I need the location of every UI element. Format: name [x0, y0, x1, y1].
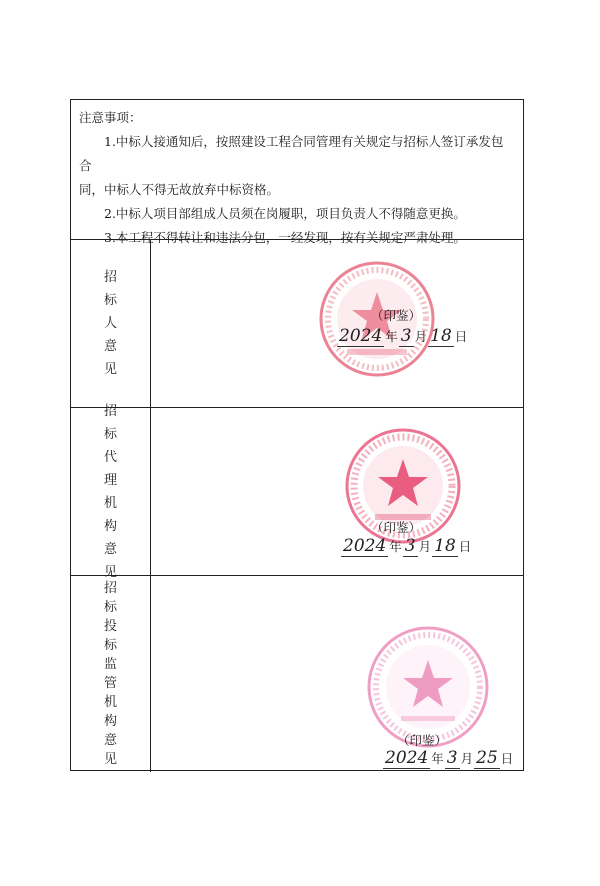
label-char: 见 [103, 362, 117, 377]
label-char: 理 [103, 472, 117, 488]
month-char: 月 [460, 751, 474, 766]
label-char: 招 [103, 581, 117, 596]
handwritten-year: 2024 [339, 326, 383, 346]
label-char: 代 [103, 449, 117, 465]
handwritten-year: 2024 [385, 748, 429, 768]
handwritten-year: 2024 [343, 536, 387, 556]
form-frame [70, 99, 524, 771]
tenderer-signature-area [151, 240, 523, 407]
label-char: 标 [103, 600, 117, 615]
label-char: 标 [103, 293, 117, 308]
label-char: 人 [103, 316, 117, 331]
supervisor-opinion-row [71, 576, 523, 772]
label-char: 管 [103, 676, 117, 691]
day-char: 日 [454, 329, 468, 344]
label-char: 见 [103, 752, 117, 767]
agency-date [341, 536, 472, 556]
handwritten-day: 25 [476, 748, 498, 768]
agency-opinion-row [71, 403, 523, 580]
handwritten-month: 3 [400, 326, 412, 346]
year-char: 年 [389, 539, 402, 554]
notes-section [71, 100, 523, 245]
label-char: 投 [103, 619, 117, 634]
label-char: 招 [103, 270, 117, 285]
handwritten-day: 18 [430, 326, 452, 346]
notes-line-1: 1.中标人接通知后，按照建设工程合同管理有关规定与招标人签订承发包合 [79, 134, 504, 173]
supervisor-date [383, 748, 514, 768]
handwritten-day: 18 [434, 536, 456, 556]
label-char: 构 [103, 518, 117, 534]
agency-opinion-label [71, 403, 151, 580]
handwritten-month: 3 [446, 748, 458, 768]
day-char: 日 [500, 751, 514, 766]
label-char: 见 [103, 564, 117, 580]
label-char: 标 [103, 426, 117, 442]
label-char: 意 [103, 541, 117, 557]
tenderer-date [337, 326, 468, 346]
agency-signature-area [151, 408, 523, 575]
year-char: 年 [431, 751, 444, 766]
seal-label: （印鉴） [397, 733, 448, 748]
notes-line-3: 2.中标人项目部组成人员须在岗履职，项目负责人不得随意更换。 [104, 206, 466, 221]
supervisor-signature-area [151, 576, 523, 772]
label-char: 意 [103, 733, 117, 748]
tenderer-opinion-label [71, 240, 151, 407]
label-char: 监 [103, 657, 117, 672]
notes-line-2: 同，中标人不得无故放弃中标资格。 [79, 182, 280, 197]
label-char: 招 [103, 403, 117, 419]
month-char: 月 [418, 539, 432, 554]
tenderer-opinion-row [71, 240, 523, 408]
handwritten-month: 3 [404, 536, 416, 556]
label-char: 机 [103, 495, 117, 511]
label-char: 标 [103, 638, 117, 653]
year-char: 年 [385, 329, 398, 344]
label-char: 构 [103, 714, 117, 729]
seal-label: （印鉴） [371, 308, 422, 323]
supervisor-opinion-label [71, 576, 151, 772]
label-char: 意 [103, 339, 117, 354]
label-char: 机 [103, 695, 117, 710]
month-char: 月 [414, 329, 428, 344]
notes-line-4: 3.本工程不得转让和违法分包，一经发现，按有关规定严肃处理。 [104, 230, 466, 245]
seal-label: （印鉴） [371, 520, 422, 535]
notes-heading: 注意事项： [79, 110, 142, 125]
day-char: 日 [458, 539, 472, 554]
